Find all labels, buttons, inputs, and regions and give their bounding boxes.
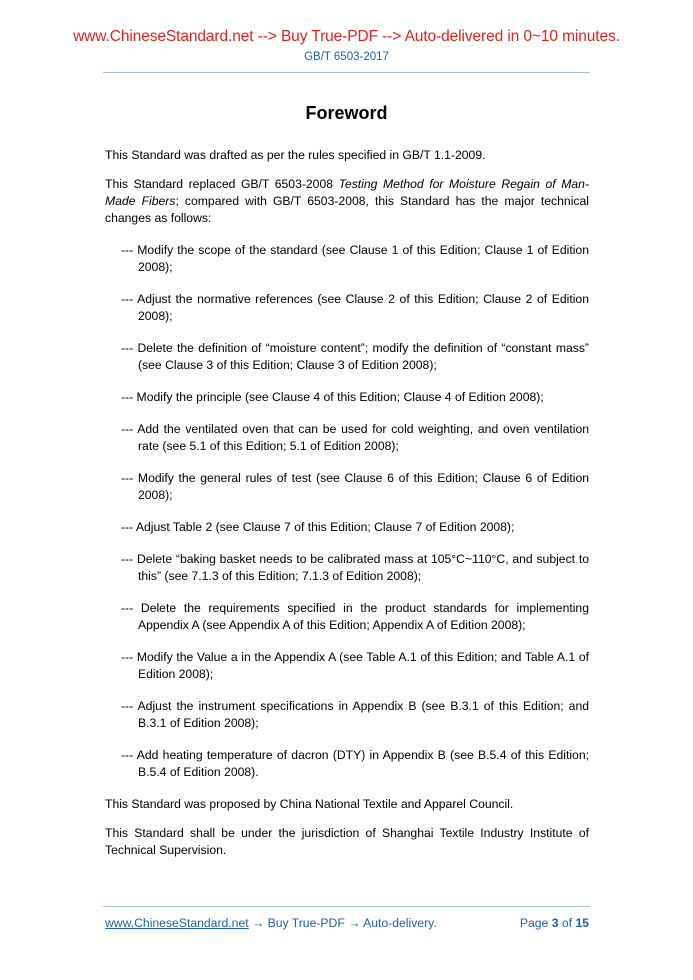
change-item: --- Adjust the normative references (see Clause 2 of this Edition; Clause 2 of Edition 2008); <box>121 292 589 323</box>
change-item: --- Modify the scope of the standard (see Clause 1 of this Edition; Clause 1 of Edition 2008); <box>121 243 589 274</box>
header-divider <box>103 72 590 73</box>
page-of: of <box>558 916 576 930</box>
change-item: --- Delete “baking basket needs to be calibrated mass at 105°C~110°C, and subject to this” (see 7.1.3 of this Edition; 7.1.3 of Edition 2008); <box>121 552 589 583</box>
change-item: --- Delete the definition of “moisture content”; modify the definition of “constant mass” (see Clause 3 of this Edition; Clause 3 of Edition 2008); <box>121 341 589 372</box>
footer-delivery-text: Auto-delivery. <box>363 916 437 930</box>
change-item: --- Add the ventilated oven that can be used for cold weighting, and oven ventilation rate (see 5.1 of this Edition; 5.1 of Edition 2008); <box>121 422 589 453</box>
closing-paragraph-jurisdiction: This Standard shall be under the jurisdiction of Shanghai Textile Industry Institute of Technical Supervision. <box>105 826 589 857</box>
change-item: --- Modify the principle (see Clause 4 of this Edition; Clause 4 of Edition 2008); <box>121 390 544 404</box>
change-item: --- Adjust the instrument specifications in Appendix B (see B.3.1 of this Edition; and B.3.1 of Edition 2008); <box>121 699 589 730</box>
document-body <box>105 147 589 871</box>
page-number <box>520 916 589 930</box>
replacement-text-lead: This Standard replaced GB/T 6503-2008 <box>105 177 339 191</box>
change-item: --- Modify the general rules of test (see Clause 6 of this Edition; Clause 6 of Edition 2008); <box>121 471 589 502</box>
standard-code: GB/T 6503-2017 <box>304 51 389 63</box>
page-title: Foreword <box>305 103 388 123</box>
header-banner[interactable]: www.ChineseStandard.net --> Buy True-PDF --> Auto-delivered in 0~10 minutes. <box>73 28 620 45</box>
changes-list <box>105 242 589 781</box>
replaced-standard-title: Testing Method for Moisture Regain of Man-Made Fibers <box>105 177 590 208</box>
change-item: --- Delete the requirements specified in the product standards for implementing Appendix A (see Appendix A of this Edition; Appendix A of Edition 2008); <box>121 601 589 632</box>
page-label: Page <box>519 916 552 930</box>
change-item: --- Adjust Table 2 (see Clause 7 of this Edition; Clause 7 of Edition 2008); <box>121 520 515 534</box>
replacement-text-tail: ; compared with GB/T 6503-2008, this Standard has the major technical changes as follows: <box>105 194 589 225</box>
change-item: --- Add heating temperature of dacron (DTY) in Appendix B (see B.5.4 of this Edition; B.5.4 of Edition 2008). <box>121 748 589 779</box>
page-current: 3 <box>551 916 559 930</box>
closing-paragraph-proposed: This Standard was proposed by China National Textile and Apparel Council. <box>105 797 514 811</box>
arrow-right-icon: → <box>344 916 364 930</box>
intro-paragraph-drafting: This Standard was drafted as per the rules specified in GB/T 1.1-2009. <box>105 148 486 162</box>
footer-divider <box>103 906 590 907</box>
footer-links <box>105 916 437 930</box>
change-item: --- Modify the Value a in the Appendix A (see Table A.1 of this Edition; and Table A.1 of Edition 2008); <box>121 650 589 681</box>
arrow-right-icon: → <box>248 916 268 930</box>
intro-paragraph-replacement <box>105 176 589 227</box>
page-total: 15 <box>575 916 589 930</box>
footer-buy-text: Buy True-PDF <box>267 916 345 930</box>
footer-site-link[interactable]: www.ChineseStandard.net <box>105 916 249 930</box>
